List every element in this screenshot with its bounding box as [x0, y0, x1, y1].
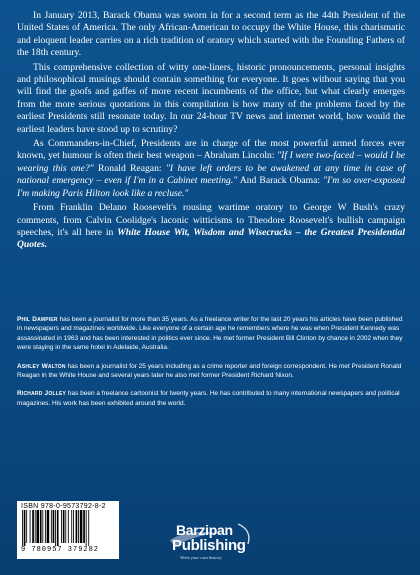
barcode-icon	[21, 510, 115, 546]
author-bio-text: has been a freelance cartoonist for twenty years. He has contributed to many international newspapers and political magazines. His work has been exhibited around the world.	[17, 390, 400, 407]
book-title: White House Wit, Wisdom and Wisecracks – the Greatest Presidential Quotes.	[17, 226, 405, 251]
barcode-digits: 9 780957 379282	[21, 546, 100, 554]
blurb-paragraph-4	[17, 202, 405, 252]
reagan-quote: "I have left orders to be awakened at any time in case of national emergency – even if I'm in a Cabinet meeting."	[17, 162, 405, 187]
blurb-p4-intro: From Franklin Delano Roosevelt's rousing wartime oratory to George W Bush's crazy comments, from Calvin Coolidge's laconic witticisms to Theodore Roosevelt's bullish campaign speeches, it's all here in	[17, 202, 405, 238]
bio-richard-jolley	[17, 389, 405, 408]
author-name: Richard Jolley	[17, 390, 67, 398]
blurb-p3-intro: As Commanders-in-Chief, Presidents are in charge of the most powerful armed forces ever known, yet humour is often their best weapon – Abraham Lincoln:	[17, 138, 405, 162]
author-name: Phil Dampier	[17, 316, 58, 323]
blurb-paragraph-3	[17, 138, 405, 200]
author-name: Ashley Walton	[17, 362, 66, 370]
blurb-p3-reagan-intro: Ronald Reagan:	[93, 162, 166, 174]
author-bios	[17, 315, 405, 417]
bio-phil-dampier	[17, 315, 405, 353]
obama-quote: "I'm so over-exposed I'm making Paris Hilton look like a recluse."	[17, 175, 405, 199]
publisher-tagline: Write your own history	[180, 555, 222, 560]
isbn-label: ISBN 978-0-9573792-8-2	[21, 503, 106, 510]
bio-ashley-walton	[17, 362, 405, 381]
lincoln-quote: "If I were two-faced – would I be wearing this one?"	[17, 150, 405, 174]
publisher-name-line2: Publishing	[172, 537, 246, 554]
isbn-barcode	[17, 501, 119, 559]
blurb-text	[17, 10, 405, 254]
blurb-p3-obama-intro: And Barack Obama:	[237, 175, 324, 187]
author-bio-text: has been a journalist for 25 years including as a crime reporter and foreign correspondent. He met President Ronald Reagan in the White House and several years later he also met former President Richard Nixon.	[17, 362, 402, 380]
blurb-paragraph-2: This comprehensive collection of witty one-liners, historic pronouncements, personal insights and philosophical musings should contain something for everyone. It goes without saying that you will find the goofs and gaffes of more recent incumbents of the office, but what clearly emerges from the more serious quotations in this compilation is how many of the problems faced by the earliest Presidents still resonate today. In our 24-hour TV news and internet world, how would the earliest leaders have stood up to scrutiny?	[17, 61, 405, 135]
publisher-name-line1: Barzipan	[176, 522, 233, 538]
author-bio-text: has been a journalist for more than 35 years. As a freelance writer for the last 20 years his articles have been published in newspapers and magazines worldwide. Like everyone of a certain age he remembers where he was when President Kennedy was assassinated in 1963 and has been interested in politics ever since. He met former President Bill Clinton by chance in 2002 when they were staying in the same hotel in Adelaide, Australia.	[17, 316, 403, 352]
publisher-logo	[168, 520, 256, 562]
blurb-paragraph-1: In January 2013, Barack Obama was sworn in for a second term as the 44th President of the United States of America. The only African-American to occupy the White House, this charismatic and eloquent leader carries on a rich tradition of oratory which started with the Founding Fathers of the 18th century.	[17, 10, 405, 59]
